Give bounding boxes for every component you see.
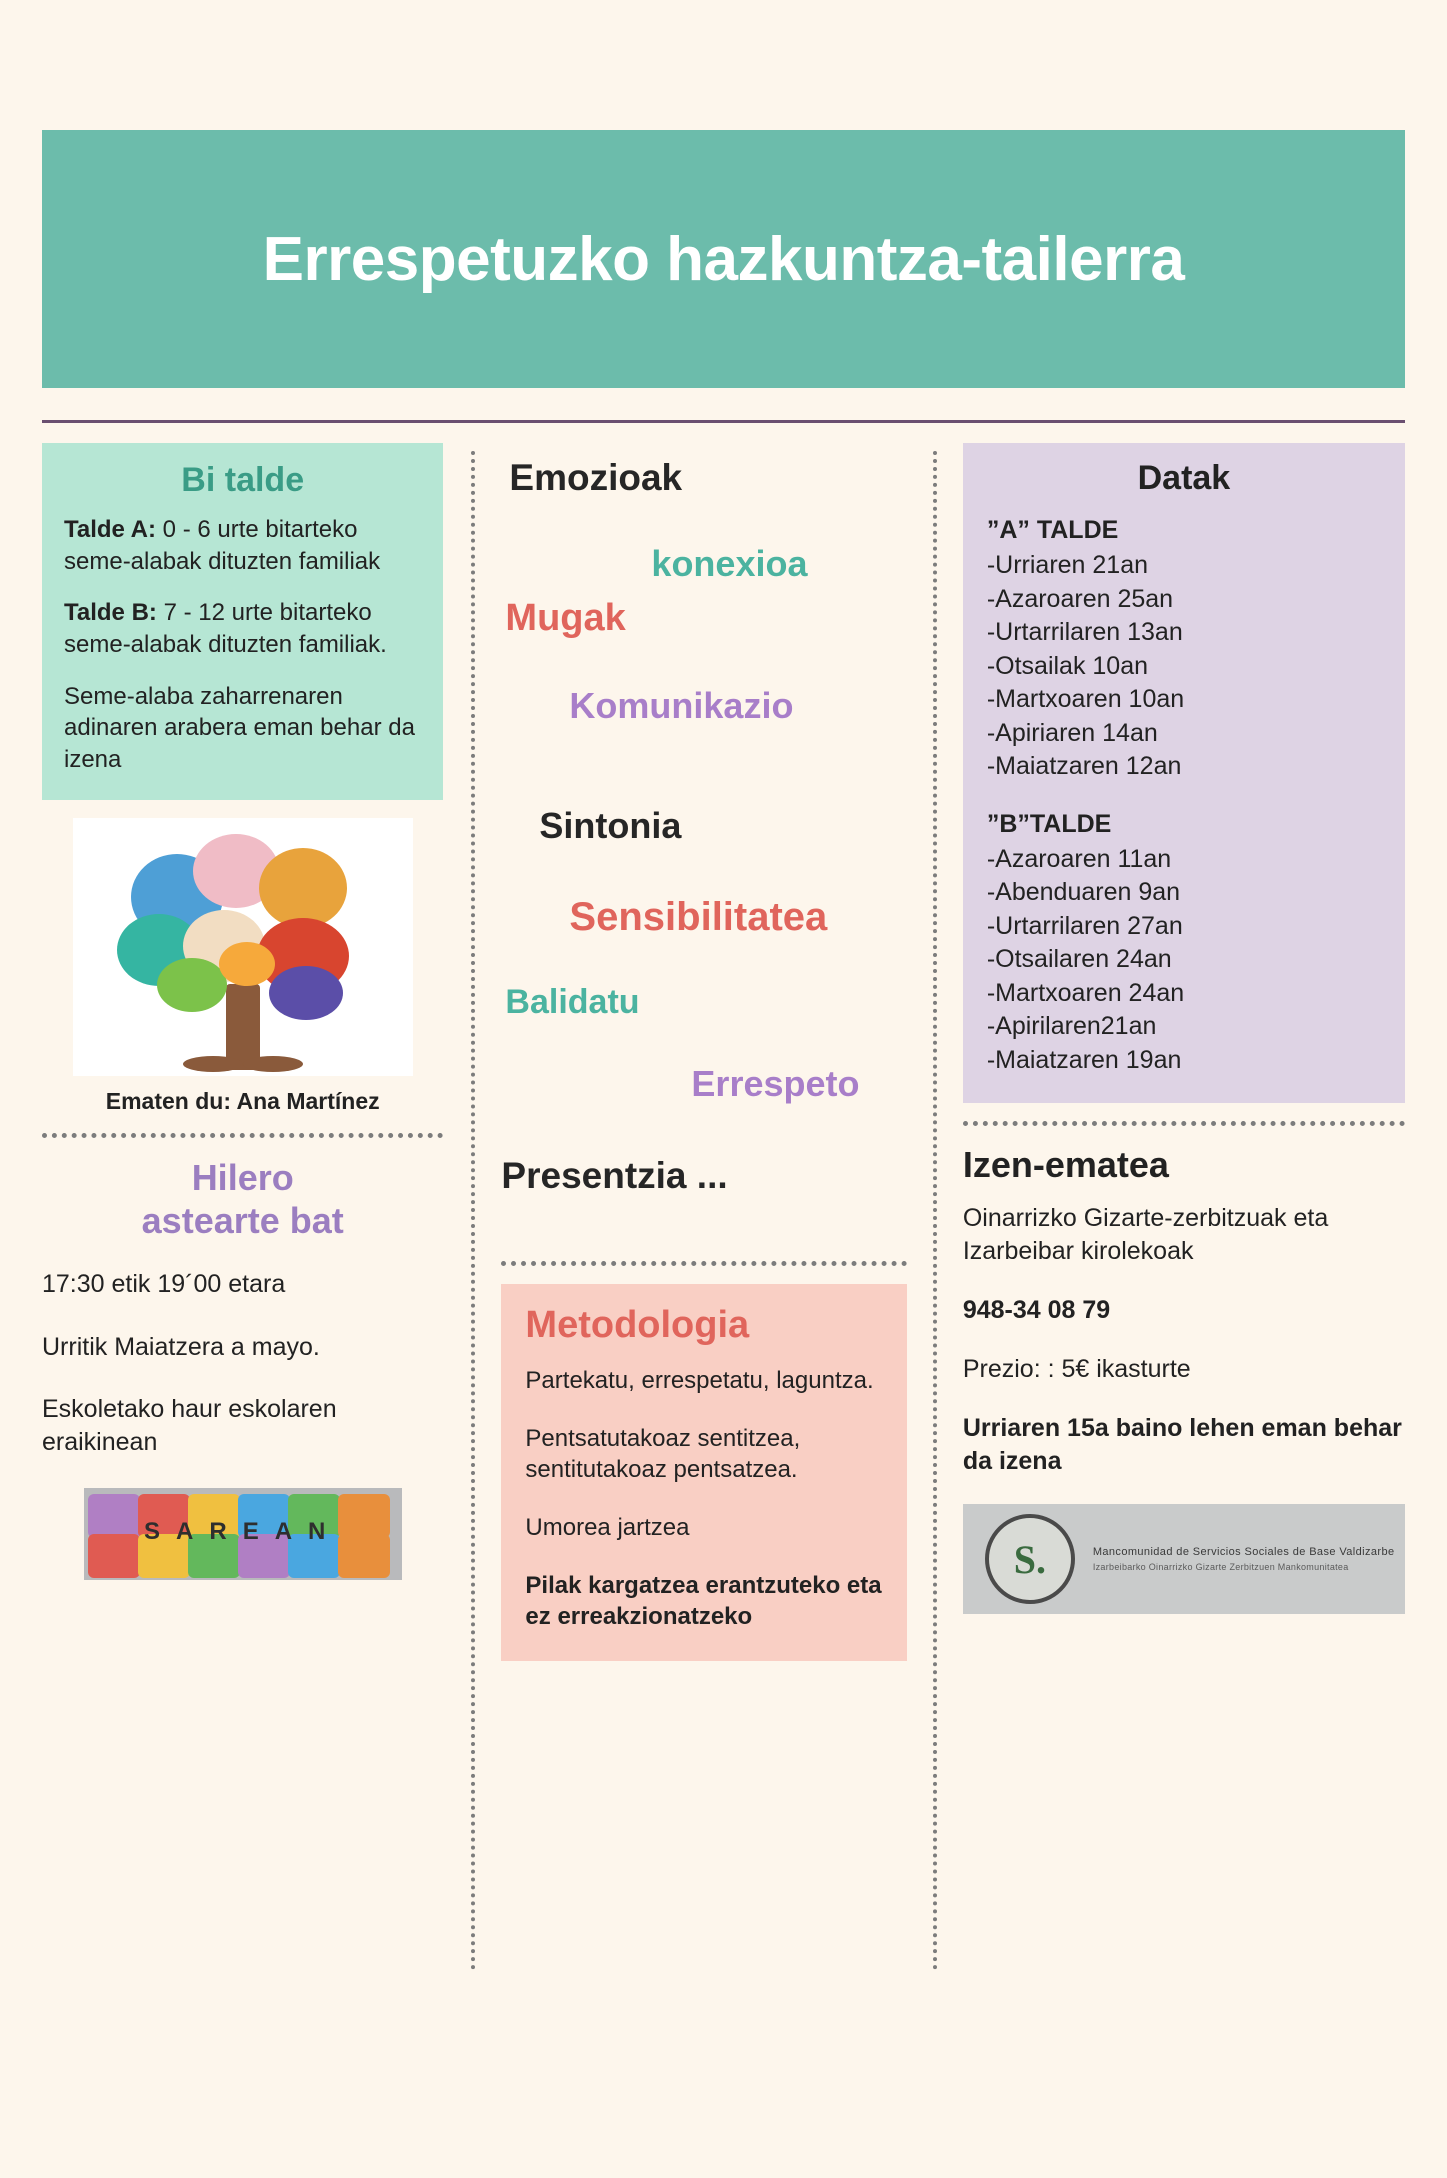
middle-divider: [501, 1261, 906, 1266]
methodology-box: [501, 1284, 906, 1661]
group-b-label: Talde B:: [64, 599, 157, 627]
groups-note: Seme-alaba zaharrenaren adinaren arabera eman behar da izena: [64, 682, 415, 774]
keyword-errespeto: Errespeto: [691, 1063, 860, 1104]
group-a-label: Talde A:: [64, 516, 157, 543]
date-item: -Maiatzaren 19an: [986, 1045, 1182, 1074]
keyword-sintonia: Sintonia: [539, 805, 682, 846]
registration-phone[interactable]: 948-34 08 79: [962, 1296, 1111, 1324]
dates-gap: [987, 784, 1381, 810]
left-divider-1: [42, 1133, 443, 1138]
logo-monogram-icon: S.: [985, 1514, 1075, 1604]
date-item: -Azaroaren 11an: [986, 844, 1172, 873]
keyword-cloud: [501, 443, 906, 1243]
page-title: Errespetuzko hazkuntza-tailerra: [262, 224, 1185, 294]
keyword-emozioak: Emozioak: [509, 457, 683, 498]
column-left: [42, 443, 471, 2023]
registration-deadline: Urriaren 15a baino lehen eman behar da izena: [962, 1414, 1402, 1475]
keyword-balidatu: Balidatu: [505, 983, 640, 1021]
keyword-sensibilitatea: Sensibilitatea: [569, 895, 828, 939]
date-item: -Azaroaren 25an: [986, 584, 1174, 613]
column-middle: [475, 443, 932, 2023]
dates-title: Datak: [1137, 459, 1231, 497]
sarean-logo-icon: [84, 1488, 402, 1580]
group-a-text: 0 - 6 urte bitarteko seme-alabak dituzten familiak: [64, 516, 381, 575]
dates-group-a-title: ”A” TALDE: [986, 516, 1119, 544]
brain-tree-icon: [73, 818, 413, 1076]
brain-tree-image-wrap: [42, 818, 443, 1076]
mancomunidad-logo: [963, 1504, 1405, 1614]
date-item: -Otsailak 10an: [986, 651, 1149, 680]
date-item: -Urriaren 21an: [986, 551, 1149, 579]
logo-line-eu: Izarbeibarko Oinarrizko Gizarte Zerbitzuen Mankomunitatea: [1092, 1562, 1349, 1572]
schedule-place: Eskoletako haur eskolaren eraikinean: [42, 1395, 337, 1456]
group-b-text: 7 - 12 urte bitarteko seme-alabak dituzten familiak.: [64, 599, 387, 659]
methodology-title: Metodologia: [525, 1304, 750, 1346]
keyword-komunikazio: Komunikazio: [569, 685, 794, 726]
date-item: -Apirilaren21an: [986, 1012, 1157, 1040]
schedule-heading-line2: astearte bat: [141, 1199, 344, 1241]
date-item: -Martxoaren 24an: [986, 978, 1185, 1007]
group-a-paragraph: [64, 514, 421, 577]
right-divider: [963, 1121, 1405, 1126]
schedule-heading: [42, 1156, 443, 1242]
groups-title: Bi talde: [181, 461, 305, 499]
tree-root-left: [183, 1056, 243, 1072]
brain-lobe-orange: [259, 848, 347, 928]
methodology-p1: Partekatu, errespetatu, laguntza.: [525, 1367, 874, 1394]
header-banner: [42, 130, 1405, 388]
poster-root: [0, 130, 1447, 2178]
brain-lobe-green: [157, 958, 227, 1012]
schedule-time: 17:30 etik 19´00 etara: [42, 1270, 286, 1299]
date-item: -Abenduaren 9an: [986, 878, 1181, 906]
content-columns: [42, 443, 1405, 2023]
dates-box: [963, 443, 1405, 1103]
date-item: -Urtarrilaren 13an: [986, 618, 1183, 646]
sarean-logo-wrap: [42, 1488, 443, 1580]
keyword-presentzia: Presentzia ...: [501, 1155, 728, 1196]
registration-title: Izen-ematea: [962, 1144, 1169, 1185]
dates-group-b-title: ”B”TALDE: [986, 809, 1112, 838]
methodology-p4: Pilak kargatzea erantzuteko eta ez erreakzionatzeko: [525, 1571, 882, 1631]
sarean-wordmark: SAREAN: [144, 1518, 342, 1546]
schedule-months: Urritik Maiatzera a mayo.: [42, 1332, 320, 1361]
groups-box: [42, 443, 443, 800]
schedule-heading-line1: Hilero: [191, 1156, 294, 1198]
header-divider: [42, 420, 1405, 423]
methodology-p3: Umorea jartzea: [525, 1514, 690, 1542]
registration-price: Prezio: : 5€ ikasturte: [962, 1355, 1191, 1383]
methodology-p2: Pentsatutakoaz sentitzea, sentitutakoaz pentsatzea.: [525, 1424, 801, 1484]
date-item: -Urtarrilaren 27an: [986, 911, 1183, 940]
date-item: -Otsailaren 24an: [986, 945, 1172, 973]
keyword-konexioa: konexioa: [651, 543, 808, 584]
image-caption: Ematen du: Ana Martínez: [105, 1087, 380, 1114]
logo-line-es: Mancomunidad de Servicios Sociales de Base Valdizarbe: [1092, 1546, 1395, 1558]
registration-where: Oinarrizko Gizarte-zerbitzuak eta Izarbeibar kirolekoak: [962, 1204, 1329, 1265]
date-item: -Apiriaren 14an: [986, 718, 1158, 747]
date-item: -Maiatzaren 12an: [986, 752, 1182, 780]
keyword-mugak: Mugak: [505, 597, 626, 639]
group-b-paragraph: [64, 597, 421, 660]
date-item: -Martxoaren 10an: [986, 685, 1185, 713]
tree-root-right: [243, 1056, 303, 1072]
brain-lobe-amber: [219, 942, 275, 986]
brain-lobe-purple: [269, 966, 343, 1020]
logo-text-block: [1093, 1546, 1395, 1572]
column-right: [937, 443, 1405, 2023]
